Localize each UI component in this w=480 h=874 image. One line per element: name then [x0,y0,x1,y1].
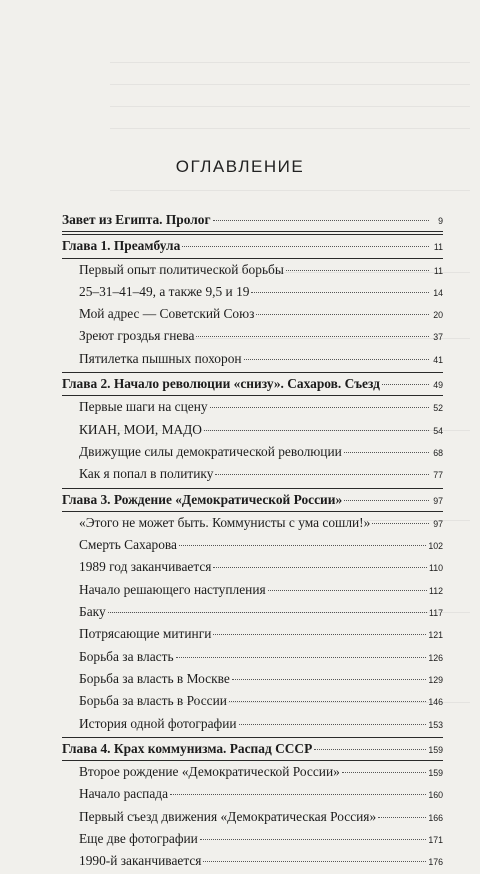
table-of-contents [62,209,443,873]
page-number: 68 [433,447,443,458]
toc-entry-row[interactable] [62,441,443,463]
page-number: 160 [428,790,443,801]
page-number: 121 [428,630,443,641]
dot-leader [182,246,429,247]
toc-entry-row[interactable] [62,761,443,783]
dot-leader [213,634,426,635]
toc-entry-row[interactable] [62,601,443,623]
dot-leader [244,359,429,360]
page-number: 117 [428,608,443,619]
dot-leader [229,701,426,702]
page-number: 146 [428,697,443,708]
page-number: 49 [433,380,443,391]
toc-entry-row[interactable] [62,806,443,828]
page-number: 77 [433,470,443,481]
page-number: 11 [433,265,443,276]
page-number: 171 [428,835,443,846]
page-number: 102 [428,541,443,552]
toc-entry-row[interactable] [62,396,443,418]
page-number: 9 [438,216,443,226]
page-number: 11 [433,242,443,253]
page-number: 153 [428,719,443,730]
dot-leader [215,474,429,475]
entry-title: Борьба за власть в России [79,693,227,709]
entry-title: Глава 4. Крах коммунизма. Распад СССР [62,740,313,756]
dot-leader [232,679,427,680]
toc-entry-row[interactable] [62,850,443,872]
toc-entry-row[interactable] [62,668,443,690]
entry-title: Первый опыт политической борьбы [79,261,284,277]
toc-entry-row[interactable] [62,419,443,441]
dot-leader [179,545,426,546]
dot-leader [251,292,429,293]
toc-entry-row[interactable] [62,303,443,325]
entry-title: Борьба за власть [79,648,174,664]
entry-title: 25–31–41–49, а также 9,5 и 19 [79,283,250,299]
toc-entry-row[interactable] [62,646,443,668]
toc-entry-row[interactable] [62,325,443,347]
toc-entry-row[interactable] [62,579,443,601]
entry-title: Баку [79,604,106,620]
chapter-row[interactable] [62,235,443,257]
toc-entry-row[interactable] [62,556,443,578]
page-number: 52 [433,403,443,414]
page-number: 54 [433,425,443,436]
entry-title: Как я попал в политику [79,466,214,482]
chapter-row[interactable] [62,373,443,395]
entry-title: История одной фотографии [79,715,237,731]
entry-title: Борьба за власть в Москве [79,670,230,686]
dot-leader [378,817,426,818]
entry-title: Мой адрес — Советский Союз [79,306,255,322]
toc-entry-row[interactable] [62,623,443,645]
entry-title: Глава 3. Рождение «Демократической России» [62,491,343,507]
toc-entry-row[interactable] [62,348,443,370]
page-number: 176 [428,857,443,868]
dot-leader [108,612,427,613]
dot-leader [204,430,429,431]
chapter-row[interactable] [62,489,443,511]
entry-title: Первый съезд движения «Демократическая Россия» [79,808,377,824]
chapter-row[interactable] [62,738,443,760]
entry-title: Начало решающего наступления [79,581,266,597]
dot-leader [176,657,427,658]
entry-title: КИАН, МОИ, МАДО [79,421,202,437]
toc-entry-row[interactable] [62,828,443,850]
dot-leader [200,839,426,840]
toc-entry-row[interactable] [62,690,443,712]
entry-title: Пятилетка пышных похорон [79,350,242,366]
entry-title: Первые шаги на сцену [79,399,208,415]
entry-title: 1989 год заканчивается [79,559,212,575]
dot-leader [344,500,429,501]
page-number: 112 [428,585,443,596]
entry-title: Глава 1. Преамбула [62,238,181,254]
toc-entry-row[interactable] [62,713,443,735]
toc-entry-row[interactable] [62,281,443,303]
page-number: 110 [428,563,443,574]
chapter-divider [62,231,443,232]
entry-title: Движущие силы демократической революции [79,443,342,459]
dot-leader [210,407,429,408]
entry-title: Начало распада [79,786,169,802]
page-number: 159 [428,744,443,755]
toc-entry-row[interactable] [62,463,443,485]
dot-leader [382,384,429,385]
dot-leader [256,314,429,315]
dot-leader [342,772,427,773]
toc-entry-row[interactable] [62,534,443,556]
toc-entry-row[interactable] [62,259,443,281]
entry-title: Потрясающие митинги [79,626,212,642]
dot-leader [239,724,427,725]
page-number: 166 [428,812,443,823]
page-number: 37 [433,332,443,343]
page-number: 14 [433,287,443,298]
dot-leader [203,861,426,862]
page-number: 159 [428,768,443,779]
dot-leader [213,567,427,568]
chapter-row[interactable] [62,209,443,231]
entry-title: Второе рождение «Демократической России» [79,764,340,780]
dot-leader [314,749,426,750]
dot-leader [286,270,429,271]
dot-leader [372,523,429,524]
entry-title: Завет из Египта. Пролог [62,212,211,227]
entry-title: Еще две фотографии [79,831,198,847]
entry-title: Зреют гроздья гнева [79,328,195,344]
entry-title: Глава 2. Начало революции «снизу». Сахаров. Съезд [62,376,380,392]
page-number: 20 [433,310,443,321]
entry-title: 1990-й заканчивается [79,853,202,869]
page-number: 41 [433,354,443,365]
page-title: ОГЛАВЛЕНИЕ [175,157,305,176]
entry-title: «Этого не может быть. Коммунисты с ума сошли!» [79,514,371,530]
page-number: 97 [433,518,443,529]
dot-leader [213,220,429,221]
toc-entry-row[interactable] [62,512,443,534]
dot-leader [344,452,429,453]
toc-entry-row[interactable] [62,783,443,805]
dot-leader [268,590,427,591]
dot-leader [170,794,426,795]
dot-leader [196,336,429,337]
page-number: 129 [428,674,443,685]
entry-title: Смерть Сахарова [79,537,177,553]
page-number: 126 [428,652,443,663]
page-number: 97 [433,495,443,506]
